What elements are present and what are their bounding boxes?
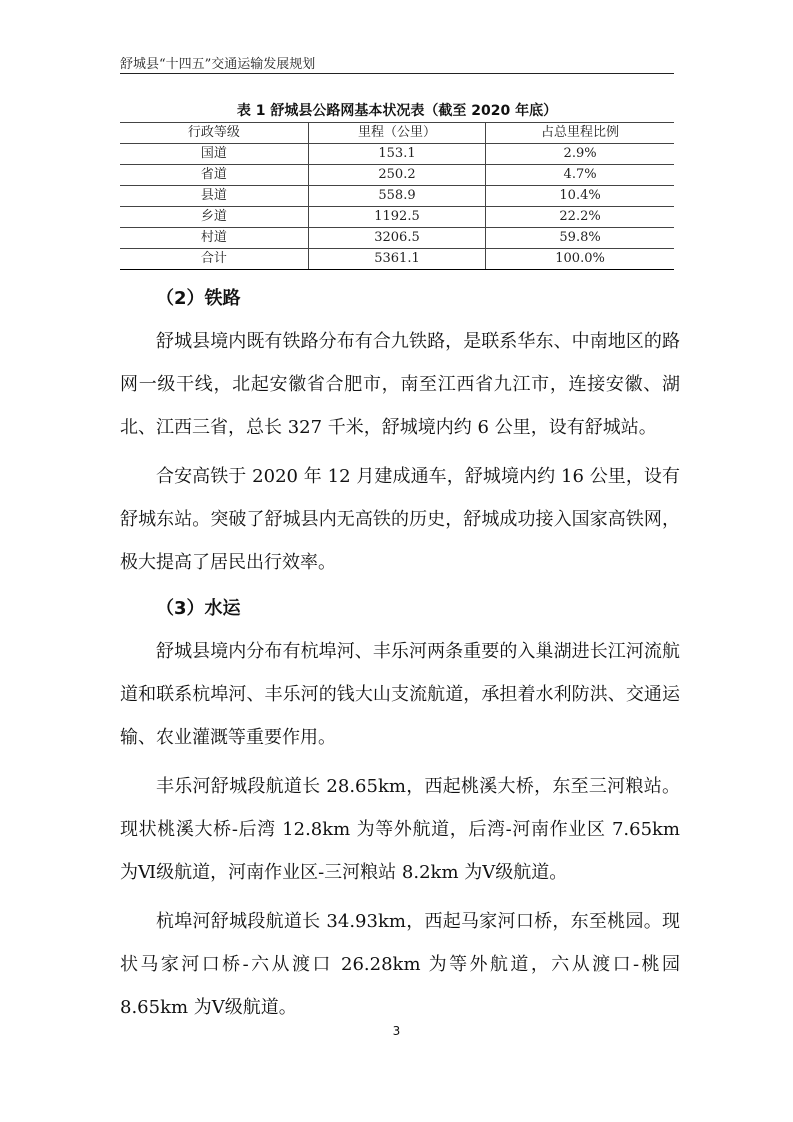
paragraph: 舒城县境内分布有杭埠河、丰乐河两条重要的入巢湖进长江河流航道和联系杭埠河、丰乐河的钱大山支流航道，承担着水利防洪、交通运输、农业灌溉等重要作用。 [120, 641, 680, 748]
table-caption: 表 1 舒城县公路网基本状况表（截至 2020 年底） [236, 103, 558, 119]
cell-mileage: 153.1 [308, 144, 485, 165]
cell-share: 100.0% [486, 249, 674, 270]
cell-level: 合计 [120, 249, 308, 270]
cell-level: 国道 [120, 144, 308, 165]
cell-level: 村道 [120, 228, 308, 249]
cell-mileage: 3206.5 [308, 228, 485, 249]
column-header-level: 行政等级 [120, 123, 308, 144]
column-header-share: 占总里程比例 [486, 123, 674, 144]
cell-mileage: 1192.5 [308, 207, 485, 228]
header-divider [120, 73, 674, 74]
table-row [120, 144, 674, 165]
cell-share: 59.8% [486, 228, 674, 249]
cell-level: 县道 [120, 186, 308, 207]
table-row [120, 228, 674, 249]
document-header-title: 舒城县“十四五”交通运输发展规划 [120, 57, 316, 72]
table-header-row [120, 123, 674, 144]
cell-share: 10.4% [486, 186, 674, 207]
cell-share: 2.9% [486, 144, 674, 165]
table-row [120, 186, 674, 207]
paragraph: 舒城县境内既有铁路分布有合九铁路，是联系华东、中南地区的路网一级干线，北起安徽省合肥市，南至江西省九江市，连接安徽、湖北、江西三省，总长 327 千米，舒城境内约 6 公里，设有舒城站。 [120, 331, 680, 438]
section-heading-railway: （2）铁路 [156, 288, 241, 309]
paragraph: 丰乐河舒城段航道长 28.65km，西起桃溪大桥，东至三河粮站。现状桃溪大桥-后湾 12.8km 为等外航道，后湾-河南作业区 7.65km 为Ⅵ级航道，河南作业区-三河粮站 8.2km 为Ⅴ级航道。 [120, 776, 680, 883]
paragraph: 杭埠河舒城段航道长 34.93km，西起马家河口桥，东至桃园。现状马家河口桥-六从渡口 26.28km 为等外航道，六从渡口-桃园 8.65km 为Ⅴ级航道。 [120, 911, 680, 1018]
column-header-mileage: 里程（公里） [308, 123, 485, 144]
table-row [120, 165, 674, 186]
paragraph: 合安高铁于 2020 年 12 月建成通车，舒城境内约 16 公里，设有舒城东站。突破了舒城县内无高铁的历史，舒城成功接入国家高铁网，极大提高了居民出行效率。 [120, 466, 680, 573]
cell-share: 4.7% [486, 165, 674, 186]
highway-network-table [120, 122, 674, 270]
cell-share: 22.2% [486, 207, 674, 228]
cell-mileage: 250.2 [308, 165, 485, 186]
cell-mileage: 558.9 [308, 186, 485, 207]
section-heading-waterway: （3）水运 [156, 598, 241, 619]
table-row [120, 207, 674, 228]
cell-mileage: 5361.1 [308, 249, 485, 270]
cell-level: 省道 [120, 165, 308, 186]
document-body [120, 278, 680, 1029]
table-total-row [120, 249, 674, 270]
page-number: 3 [392, 1024, 401, 1038]
cell-level: 乡道 [120, 207, 308, 228]
